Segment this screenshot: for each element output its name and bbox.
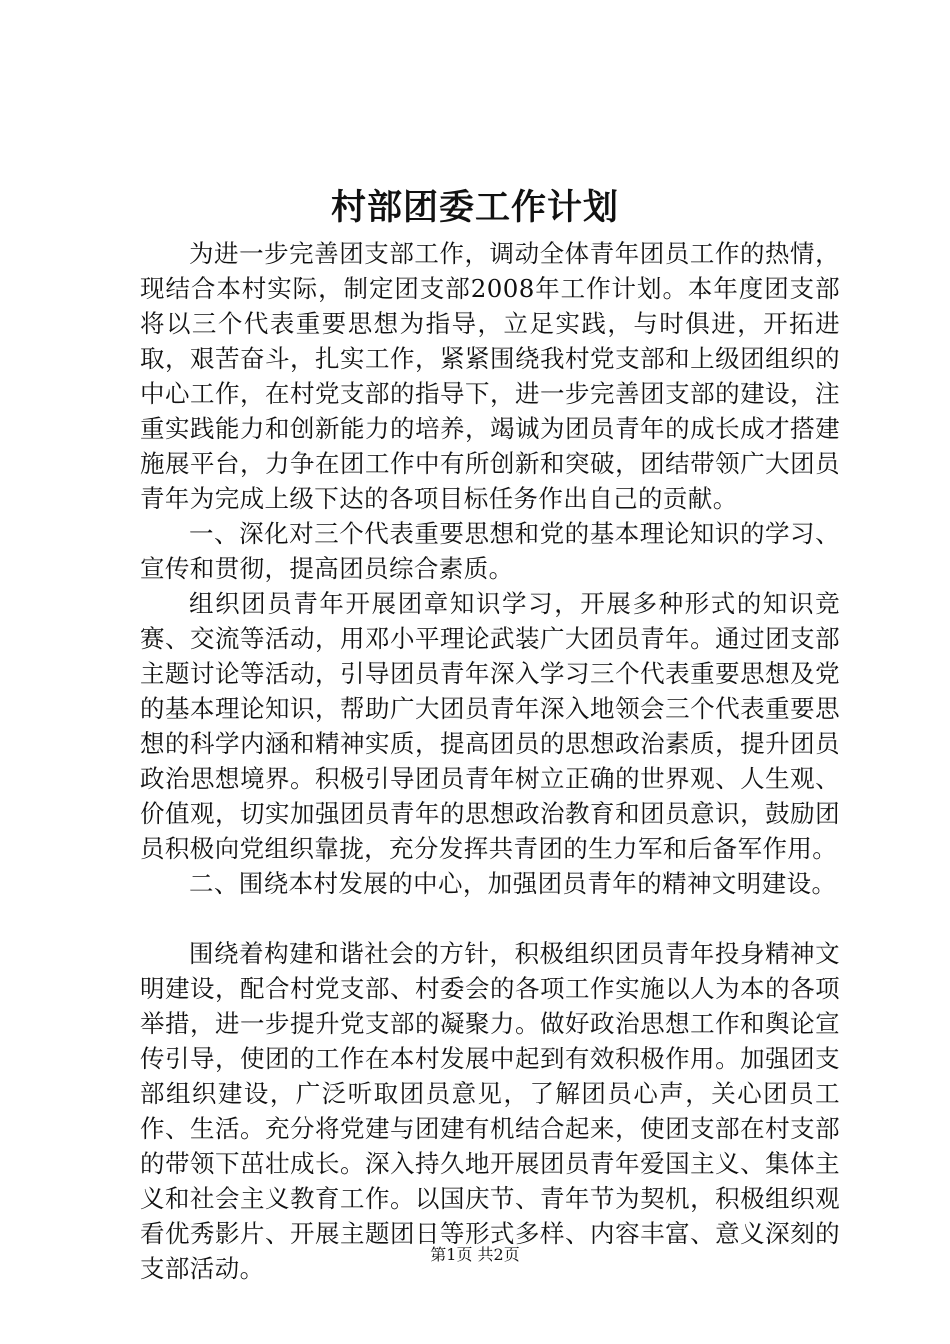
intro-paragraph: 为进一步完善团支部工作，调动全体青年团员工作的热情，现结合本村实际，制定团支部2008年工作计划。本年度团支部将以三个代表重要思想为指导，立足实践，与时俱进，开拓进取，艰苦奋斗，扎实工作，紧紧围绕我村党支部和上级团组织的中心工作，在村党支部的指导下，进一步完善团支部的建设，注重实践能力和创新能力的培养，竭诚为团员青年的成长成才搭建施展平台，力争在团工作中有所创新和突破，团结带领广大团员青年为完成上级下达的各项目标任务作出自己的贡献。 [140,239,840,513]
page-footer: 第1页 共2页 [430,1245,520,1264]
section-1-paragraph: 组织团员青年开展团章知识学习，开展多种形式的知识竞赛、交流等活动，用邓小平理论武装广大团员青年。通过团支部主题讨论等活动，引导团员青年深入学习三个代表重要思想及党的基本理论知识，帮助广大团员青年深入地领会三个代表重要思想的科学内涵和精神实质，提高团员的思想政治素质，提升团员政治思想境界。积极引导团员青年树立正确的世界观、人生观、价值观，切实加强团员青年的思想政治教育和团员意识，鼓励团员积极向党组织靠拢，充分发挥共青团的生力军和后备军作用。 [140,589,840,863]
section-heading-1: 一、深化对三个代表重要思想和党的基本理论知识的学习、宣传和贯彻，提高团员综合素质。 [140,519,840,583]
section-heading-2: 二、围绕本村发展的中心，加强团员青年的精神文明建设。 [189,869,837,898]
document-body [140,236,840,1286]
document-title: 村部团委工作计划 [330,187,619,228]
section-2-paragraph: 围绕着构建和谐社会的方针，积极组织团员青年投身精神文明建设，配合村党支部、村委会的各项工作实施以人为本的各项举措，进一步提升党支部的凝聚力。做好政治思想工作和舆论宣传引导，使团的工作在本村发展中起到有效积极作用。加强团支部组织建设，广泛听取团员意见，了解团员心声，关心团员工作、生活。充分将党建与团建有机结合起来，使团支部在村支部的带领下茁壮成长。深入持久地开展团员青年爱国主义、集体主义和社会主义教育工作。以国庆节、青年节为契机，积极组织观看优秀影片、开展主题团日等形式多样、内容丰富、意义深刻的支部活动。 [140,939,840,1283]
paragraph-spacer [140,901,840,936]
